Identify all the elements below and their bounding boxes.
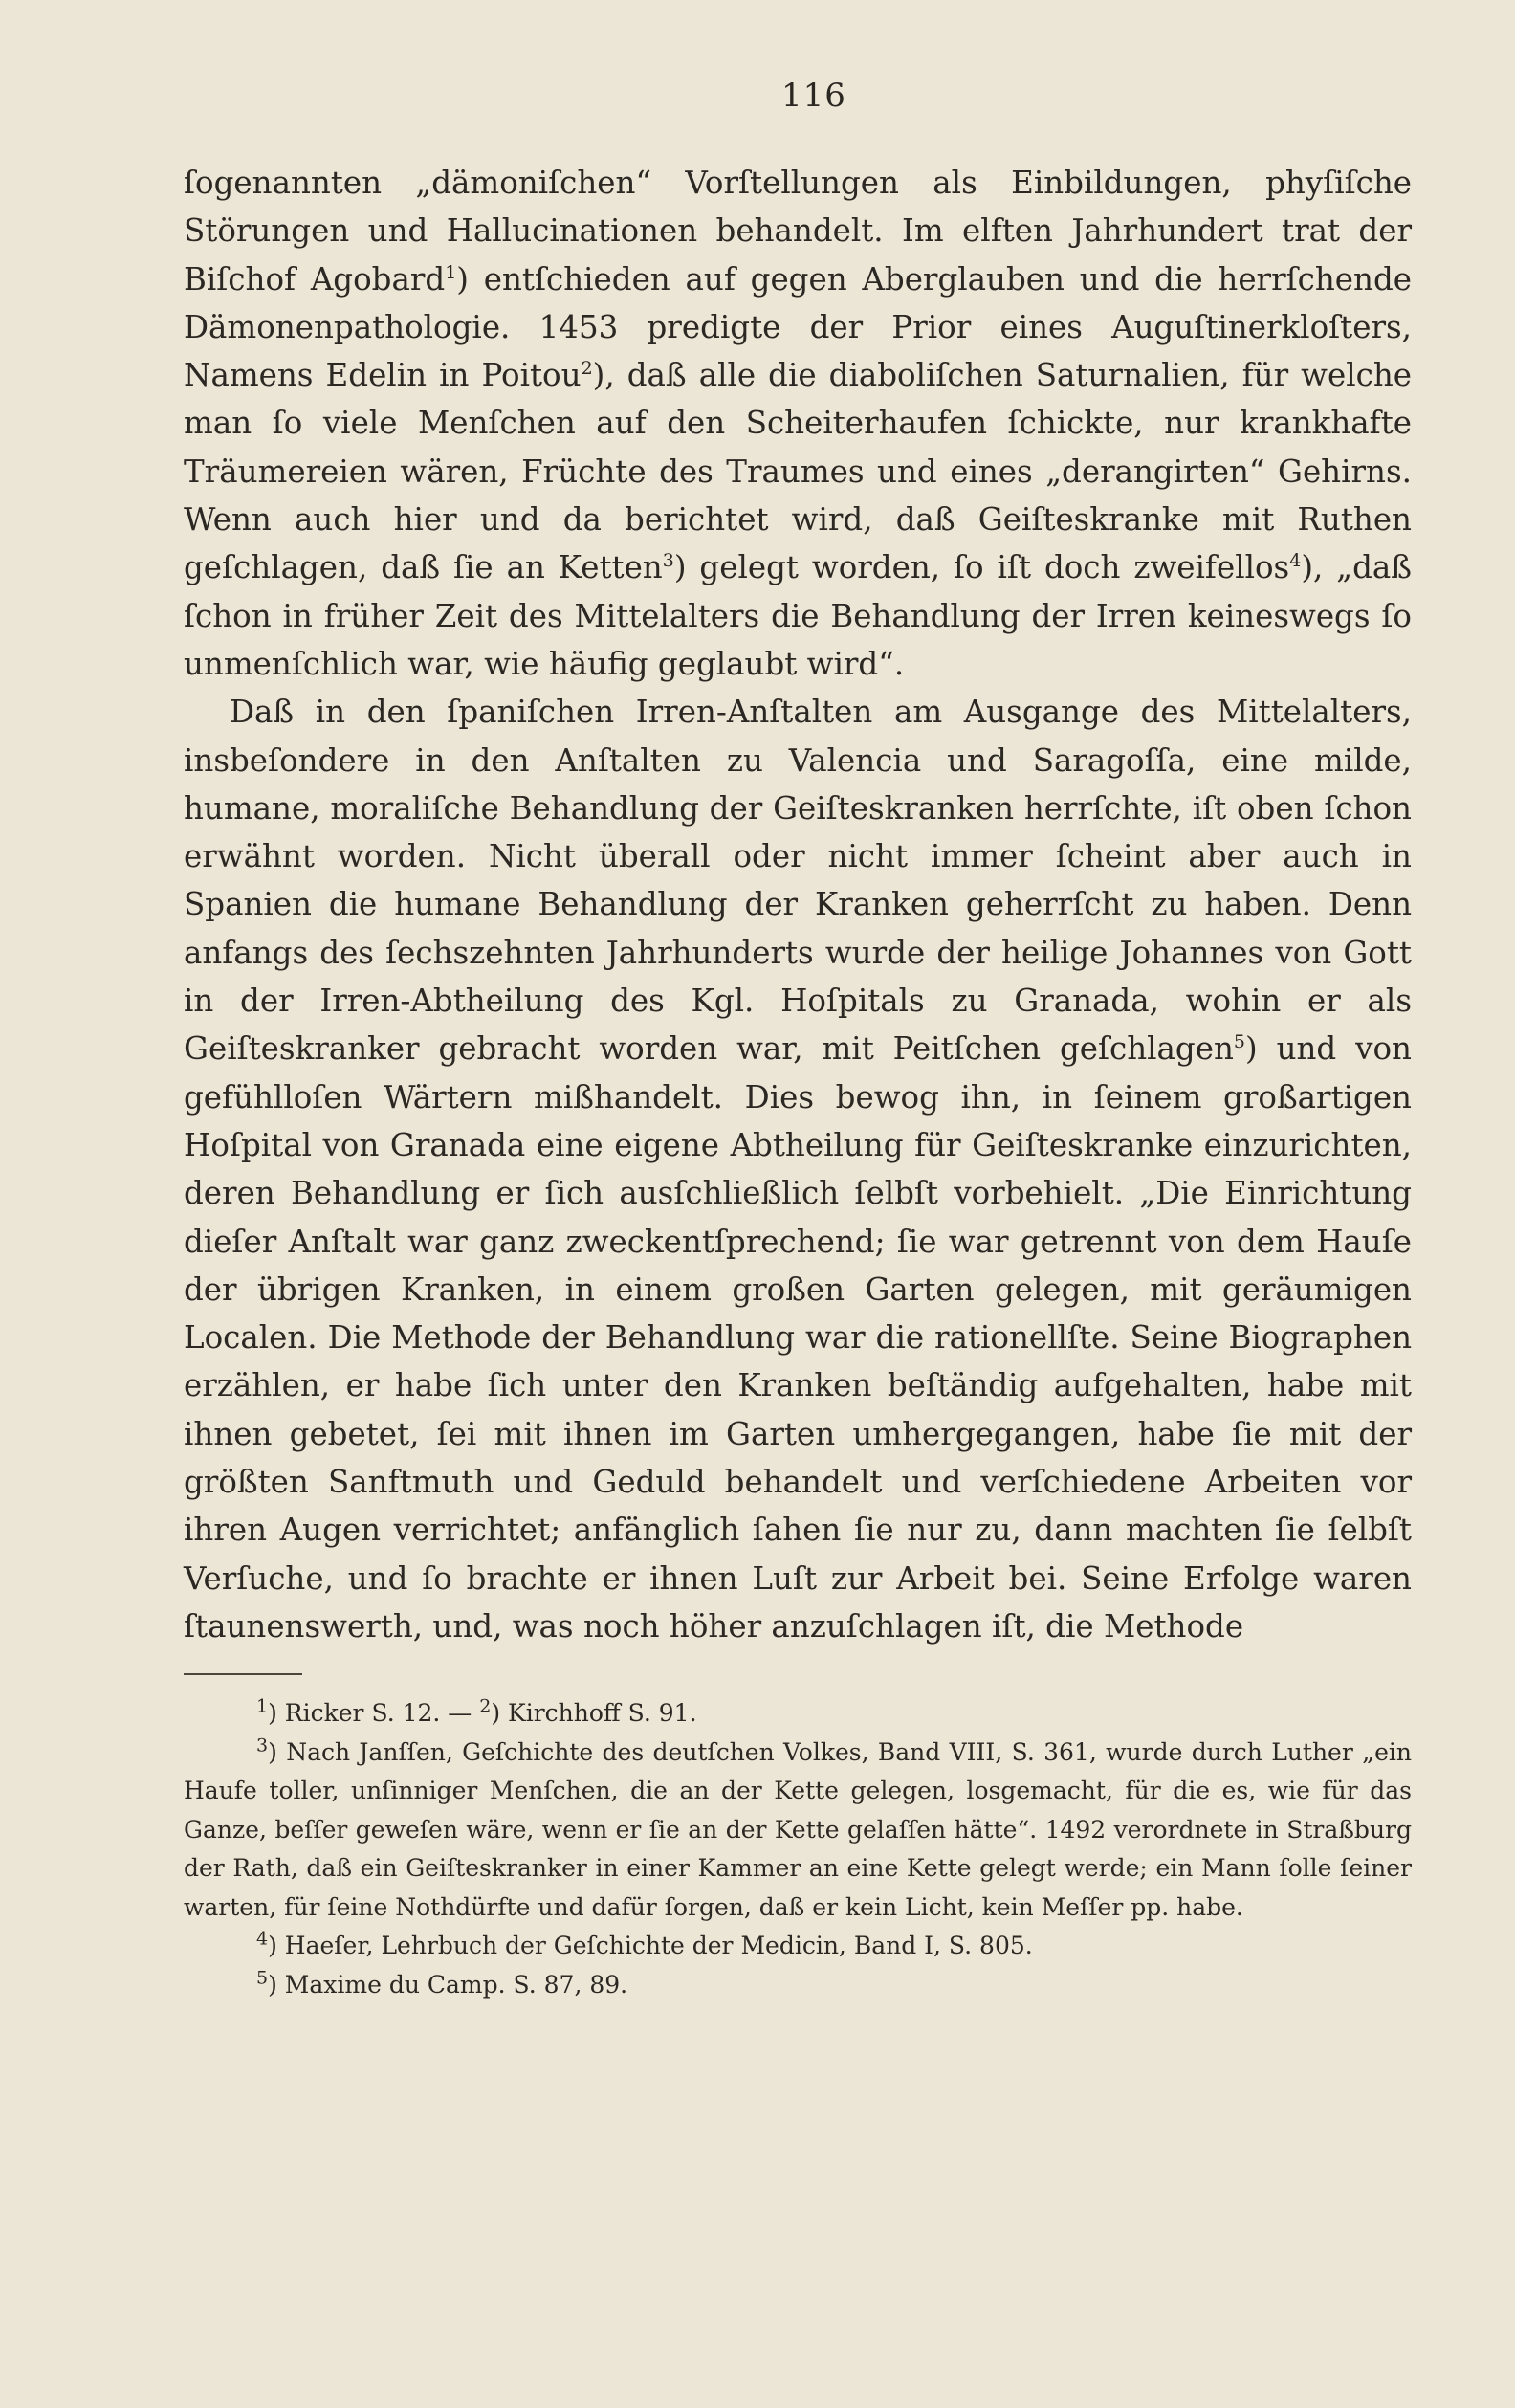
footnote-ref: 5 [1233,1031,1245,1053]
footnote-ref: 4 [1289,550,1302,572]
main-text [184,159,1412,1650]
footnote: $^4$) Haeſer, Lehrbuch der Geſchichte der Medicin, Band I, S. 805. [256,1928,1033,1960]
footnote-ref: 3 [662,550,674,572]
footnote-divider [184,1673,302,1675]
paragraph: ſogenannten „dämoniſchen“ Vorſtellungen als Einbildungen, phyſiſche Störungen und Hallucinationen behandelt. Im elften Jahrhundert trat der Biſchof Agobard$^1$) entſchieden auf gegen Aberglauben und die herrſchende Dämonenpathologie. 1453 predigte der Prior eines Auguſtinerkloſters, Namens Edelin in Poitou$^2$), daß alle die diaboliſchen Saturnalien, für welche man ſo viele Menſchen auf den Scheiterhaufen ſchickte, nur krankhafte Träumereien wären, Früchte des Traumes und eines „derangirten“ Gehirns. Wenn auch hier und da berichtet wird, daß Geiſteskranke mit Ruthen geſchlagen, daß ſie an Ketten$^3$) gelegt worden, ſo iſt doch zweifellos$^4$), „daß ſchon in früher Zeit des Mittelalters die Behandlung der Irren keineswegs ſo unmenſchlich war, wie häufig geglaubt wird“. [184,165,1412,682]
page-number: 116 [781,77,846,115]
footnote: $^5$) Maxime du Camp. S. 87, 89. [256,1967,628,1999]
paragraph: Daß in den ſpaniſchen Irren-Anſtalten am Ausgange des Mittelalters, insbeſondere in den Anſtalten zu Valencia und Saragoſſa, eine milde, humane, moraliſche Behandlung der Geiſteskranken herrſchte, iſt oben ſchon erwähnt worden. Nicht überall oder nicht immer ſcheint aber auch in Spanien die humane Behandlung der Kranken geherrſcht zu haben. Denn anfangs des ſechszehnten Jahrhunderts wurde der heilige Johannes von Gott in der Irren-Abtheilung des Kgl. Hoſpitals zu Granada, wohin er als Geiſteskranker gebracht worden war, mit Peitſchen geſchlagen$^5$) und von gefühlloſen Wärtern mißhandelt. Dies bewog ihn, in ſeinem großartigen Hoſpital von Granada eine eigene Abtheilung für Geiſteskranke einzurichten, deren Behandlung er ſich ausſchließlich ſelbſt vorbehielt. „Die Einrichtung dieſer Anſtalt war ganz zweckentſprechend; ſie war getrennt von dem Hauſe der übrigen Kranken, in einem großen Garten gelegen, mit geräumigen Localen. Die Methode der Behandlung war die rationellſte. Seine Biographen erzählen, er habe ſich unter den Kranken beſtändig aufgehalten, habe mit ihnen gebetet, ſei mit ihnen im Garten umhergegangen, habe ſie mit der größten Sanftmuth und Geduld behandelt und verſchiedene Arbeiten vor ihren Augen verrichtet; anfänglich ſahen ſie nur zu, dann machten ſie ſelbſt Verſuche, und ſo brachte er ihnen Luſt zur Arbeit bei. Seine Erfolge waren ſtaunenswerth, und, was noch höher anzuſchlagen iſt, die Methode [184,694,1412,1645]
footnote-ref: 1 [445,261,457,283]
footnote: $^1$) Ricker S. 12. — $^2$) Kirchhoff S. 91. [256,1695,697,1728]
footnote: $^3$) Nach Janſſen, Geſchichte des deutſchen Volkes, Band VIII, S. 361, wurde durch Luther „ein Haufe toller, unſinniger Menſchen, die an der Kette gelegen, losgemacht, für die es, wie für das Ganze, beſſer geweſen wäre, wenn er ſie an der Kette gelaſſen hätte“. 1492 verordnete in Straßburg der Rath, daß ein Geiſteskranker in einer Kammer an eine Kette gelegt werde; ein Mann ſolle ſeiner warten, für ſeine Nothdürfte und dafür ſorgen, daß er kein Licht, kein Meſſer pp. habe. [184,1734,1412,1921]
footnote-ref: 2 [581,358,593,380]
footnotes [184,1694,1412,2004]
